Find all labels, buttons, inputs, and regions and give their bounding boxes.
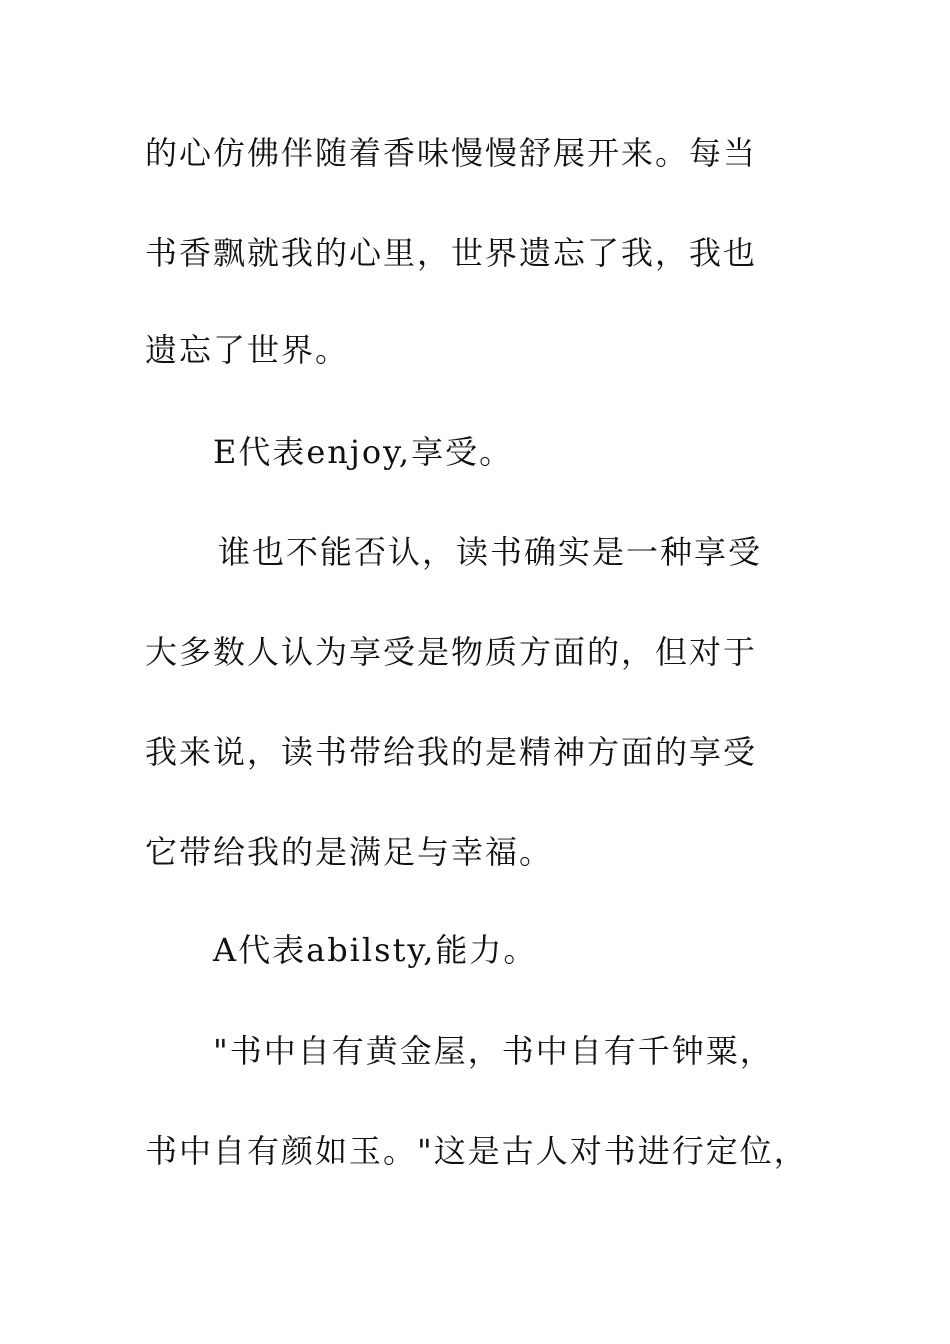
- text-line: 的心仿佛伴随着香味慢慢舒展开来。每当: [145, 134, 758, 172]
- text-line: 我来说，读书带给我的是精神方面的享受: [145, 733, 758, 771]
- text-line: 书中自有颜如玉。"这是古人对书进行定位，: [145, 1132, 808, 1170]
- text-line: 它带给我的是满足与幸福。: [145, 833, 554, 871]
- text-line: "书中自有黄金屋，书中自有千钟粟，: [213, 1032, 774, 1070]
- text-line: A代表abilsty,能力。: [213, 931, 538, 969]
- text-line: 遗忘了世界。: [145, 331, 350, 369]
- text-line: 谁也不能否认，读书确实是一种享受: [218, 533, 763, 571]
- text-line: 书香飘就我的心里，世界遗忘了我，我也: [145, 234, 758, 272]
- text-line: E代表enjoy,享受。: [213, 433, 514, 471]
- text-line: 大多数人认为享受是物质方面的，但对于: [145, 633, 758, 671]
